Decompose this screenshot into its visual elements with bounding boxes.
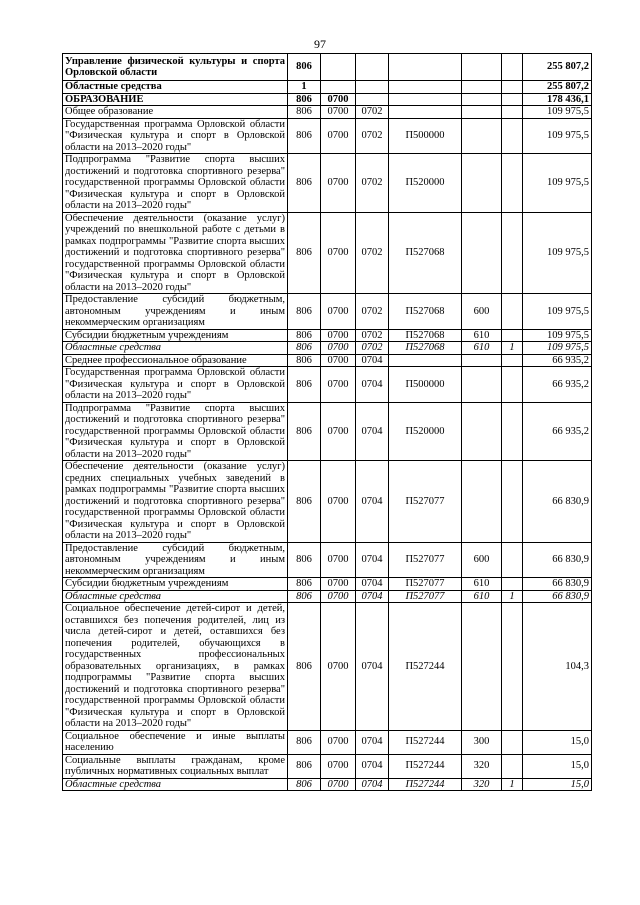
expense-type-cell: 610 [462,329,502,342]
amount-cell: 178 436,1 [523,93,592,106]
row-name-cell: Областные средства [63,81,288,94]
target-article-cell [389,54,462,81]
department-code-cell: 806 [288,754,321,778]
target-article-cell: П527244 [389,730,462,754]
target-article-cell: П527068 [389,212,462,294]
amount-cell: 66 830,9 [523,461,592,543]
department-code-cell: 806 [288,118,321,154]
amount-cell: 109 975,5 [523,294,592,330]
funding-source-cell [502,354,523,367]
expense-type-cell [462,154,502,213]
funding-source-cell [502,212,523,294]
amount-cell: 109 975,5 [523,342,592,355]
table-row [63,542,592,578]
funding-source-cell [502,93,523,106]
amount-cell: 66 830,9 [523,590,592,603]
expense-type-cell [462,106,502,119]
row-name-cell: Субсидии бюджетным учреждениям [63,578,288,591]
subsection-code-cell: 0704 [356,730,389,754]
amount-cell: 109 975,5 [523,329,592,342]
expense-type-cell [462,212,502,294]
target-article-cell [389,81,462,94]
subsection-code-cell: 0704 [356,754,389,778]
target-article-cell [389,93,462,106]
funding-source-cell [502,402,523,461]
subsection-code-cell: 0704 [356,367,389,403]
subsection-code-cell: 0704 [356,542,389,578]
section-code-cell [321,54,356,81]
table-row [63,342,592,355]
table-row [63,329,592,342]
funding-source-cell [502,81,523,94]
amount-cell: 109 975,5 [523,106,592,119]
section-code-cell: 0700 [321,154,356,213]
subsection-code-cell: 0702 [356,294,389,330]
subsection-code-cell: 0704 [356,578,389,591]
amount-cell: 66 935,2 [523,367,592,403]
funding-source-cell [502,54,523,81]
table-row [63,106,592,119]
subsection-code-cell: 0702 [356,212,389,294]
amount-cell: 66 935,2 [523,354,592,367]
expense-type-cell: 610 [462,590,502,603]
department-code-cell: 806 [288,578,321,591]
row-name-cell: Предоставление субсидий бюджетным, автономным учреждениям и иным некоммерческим организациям [63,542,288,578]
table-row [63,578,592,591]
expense-type-cell [462,93,502,106]
target-article-cell: П527244 [389,778,462,791]
amount-cell: 66 935,2 [523,402,592,461]
section-code-cell: 0700 [321,730,356,754]
subsection-code-cell [356,93,389,106]
subsection-code-cell: 0704 [356,461,389,543]
table-row [63,154,592,213]
funding-source-cell [502,754,523,778]
subsection-code-cell: 0704 [356,590,389,603]
section-code-cell [321,81,356,94]
row-name-cell: Обеспечение деятельности (оказание услуг) средних специальных учебных заведений в рамках подпрограммы "Развитие спорта высших достижений и подготовка спортивного резерва" государственной программы Орловской области "Физическая культура и спорт в Орловской области на 2013–2020 годы" [63,461,288,543]
amount-cell: 66 830,9 [523,578,592,591]
target-article-cell: П500000 [389,367,462,403]
subsection-code-cell: 0702 [356,154,389,213]
table-row [63,367,592,403]
department-code-cell: 806 [288,778,321,791]
amount-cell: 15,0 [523,778,592,791]
department-code-cell: 806 [288,93,321,106]
funding-source-cell [502,603,523,731]
funding-source-cell [502,118,523,154]
row-name-cell: Предоставление субсидий бюджетным, автономным учреждениям и иным некоммерческим организациям [63,294,288,330]
section-code-cell: 0700 [321,754,356,778]
amount-cell: 15,0 [523,754,592,778]
expense-type-cell [462,367,502,403]
department-code-cell: 806 [288,402,321,461]
expense-type-cell [462,603,502,731]
department-code-cell: 806 [288,212,321,294]
department-code-cell: 806 [288,342,321,355]
funding-source-cell [502,542,523,578]
table-row [63,54,592,81]
department-code-cell: 806 [288,603,321,731]
target-article-cell: П527068 [389,294,462,330]
section-code-cell: 0700 [321,778,356,791]
table-row [63,402,592,461]
row-name-cell: Государственная программа Орловской области "Физическая культура и спорт в Орловской области на 2013–2020 годы" [63,118,288,154]
subsection-code-cell: 0704 [356,778,389,791]
funding-source-cell: 1 [502,778,523,791]
expense-type-cell [462,461,502,543]
target-article-cell: П527244 [389,603,462,731]
section-code-cell: 0700 [321,603,356,731]
amount-cell: 109 975,5 [523,154,592,213]
table-row [63,730,592,754]
row-name-cell: Субсидии бюджетным учреждениям [63,329,288,342]
table-row [63,754,592,778]
department-code-cell: 806 [288,590,321,603]
funding-source-cell [502,329,523,342]
page-number: 97 [314,37,326,51]
table-row [63,294,592,330]
target-article-cell: П527077 [389,578,462,591]
department-code-cell: 806 [288,329,321,342]
section-code-cell: 0700 [321,106,356,119]
section-code-cell: 0700 [321,367,356,403]
table-row [63,93,592,106]
section-code-cell: 0700 [321,578,356,591]
expense-type-cell: 320 [462,778,502,791]
amount-cell: 109 975,5 [523,118,592,154]
section-code-cell: 0700 [321,461,356,543]
section-code-cell: 0700 [321,354,356,367]
row-name-cell: Областные средства [63,342,288,355]
row-name-cell: ОБРАЗОВАНИЕ [63,93,288,106]
subsection-code-cell: 0704 [356,354,389,367]
target-article-cell [389,354,462,367]
subsection-code-cell [356,81,389,94]
amount-cell: 15,0 [523,730,592,754]
department-code-cell: 806 [288,354,321,367]
funding-source-cell [502,106,523,119]
department-code-cell: 806 [288,154,321,213]
section-code-cell: 0700 [321,590,356,603]
section-code-cell: 0700 [321,212,356,294]
row-name-cell: Обеспечение деятельности (оказание услуг) учреждений по внешкольной работе с детьми в рамках подпрограммы "Развитие спорта высших достижений и подготовка спортивного резерва" государственной программы Орловской области "Физическая культура и спорт в Орловской области на 2013–2020 годы" [63,212,288,294]
department-code-cell: 806 [288,542,321,578]
target-article-cell: П527077 [389,461,462,543]
target-article-cell: П500000 [389,118,462,154]
target-article-cell: П520000 [389,154,462,213]
table-row [63,778,592,791]
target-article-cell: П527068 [389,342,462,355]
subsection-code-cell: 0702 [356,118,389,154]
subsection-code-cell: 0704 [356,603,389,731]
section-code-cell: 0700 [321,402,356,461]
amount-cell: 255 807,2 [523,54,592,81]
funding-source-cell [502,461,523,543]
subsection-code-cell [356,54,389,81]
amount-cell: 109 975,5 [523,212,592,294]
row-name-cell: Подпрограмма "Развитие спорта высших достижений и подготовка спортивного резерва" государственной программы Орловской области "Физическая культура и спорт в Орловской области на 2013–2020 годы" [63,154,288,213]
row-name-cell: Государственная программа Орловской области "Физическая культура и спорт в Орловской области на 2013–2020 годы" [63,367,288,403]
section-code-cell: 0700 [321,93,356,106]
row-name-cell: Областные средства [63,590,288,603]
target-article-cell: П527244 [389,754,462,778]
target-article-cell: П520000 [389,402,462,461]
subsection-code-cell: 0704 [356,402,389,461]
department-code-cell: 806 [288,54,321,81]
budget-table [62,53,592,791]
row-name-cell: Управление физической культуры и спорта Орловской области [63,54,288,81]
department-code-cell: 806 [288,730,321,754]
department-code-cell: 806 [288,367,321,403]
department-code-cell: 806 [288,106,321,119]
target-article-cell: П527077 [389,542,462,578]
expense-type-cell [462,402,502,461]
row-name-cell: Социальное обеспечение детей-сирот и детей, оставшихся без попечения родителей, лиц из числа детей-сирот и детей, оставшихся без попечения родителей, обучающихся в государственных профессиональных образовательных организациях, в рамках подпрограммы "Развитие спорта высших достижений и подготовка спортивного резерва" государственной программы Орловской области "Физическая культура и спорт в Орловской области на 2013–2020 годы" [63,603,288,731]
funding-source-cell [502,154,523,213]
expense-type-cell: 600 [462,294,502,330]
section-code-cell: 0700 [321,118,356,154]
table-row [63,590,592,603]
table-row [63,461,592,543]
expense-type-cell [462,118,502,154]
row-name-cell: Социальные выплаты гражданам, кроме публичных нормативных социальных выплат [63,754,288,778]
table-row [63,118,592,154]
table-row [63,212,592,294]
row-name-cell: Областные средства [63,778,288,791]
expense-type-cell: 300 [462,730,502,754]
funding-source-cell: 1 [502,590,523,603]
department-code-cell: 1 [288,81,321,94]
subsection-code-cell: 0702 [356,106,389,119]
section-code-cell: 0700 [321,342,356,355]
expense-type-cell: 610 [462,342,502,355]
table-row [63,354,592,367]
expense-type-cell: 320 [462,754,502,778]
expense-type-cell: 600 [462,542,502,578]
table-row [63,603,592,731]
funding-source-cell: 1 [502,342,523,355]
section-code-cell: 0700 [321,542,356,578]
table-body [63,54,592,791]
row-name-cell: Социальное обеспечение и иные выплаты населению [63,730,288,754]
target-article-cell: П527068 [389,329,462,342]
expense-type-cell: 610 [462,578,502,591]
department-code-cell: 806 [288,294,321,330]
amount-cell: 66 830,9 [523,542,592,578]
section-code-cell: 0700 [321,294,356,330]
amount-cell: 255 807,2 [523,81,592,94]
row-name-cell: Общее образование [63,106,288,119]
funding-source-cell [502,730,523,754]
funding-source-cell [502,578,523,591]
target-article-cell [389,106,462,119]
row-name-cell: Подпрограмма "Развитие спорта высших достижений и подготовка спортивного резерва" государственной программы Орловской области "Физическая культура и спорт в Орловской области на 2013–2020 годы" [63,402,288,461]
funding-source-cell [502,294,523,330]
expense-type-cell [462,54,502,81]
subsection-code-cell: 0702 [356,342,389,355]
department-code-cell: 806 [288,461,321,543]
subsection-code-cell: 0702 [356,329,389,342]
expense-type-cell [462,81,502,94]
row-name-cell: Среднее профессиональное образование [63,354,288,367]
funding-source-cell [502,367,523,403]
section-code-cell: 0700 [321,329,356,342]
table-row [63,81,592,94]
expense-type-cell [462,354,502,367]
amount-cell: 104,3 [523,603,592,731]
target-article-cell: П527077 [389,590,462,603]
